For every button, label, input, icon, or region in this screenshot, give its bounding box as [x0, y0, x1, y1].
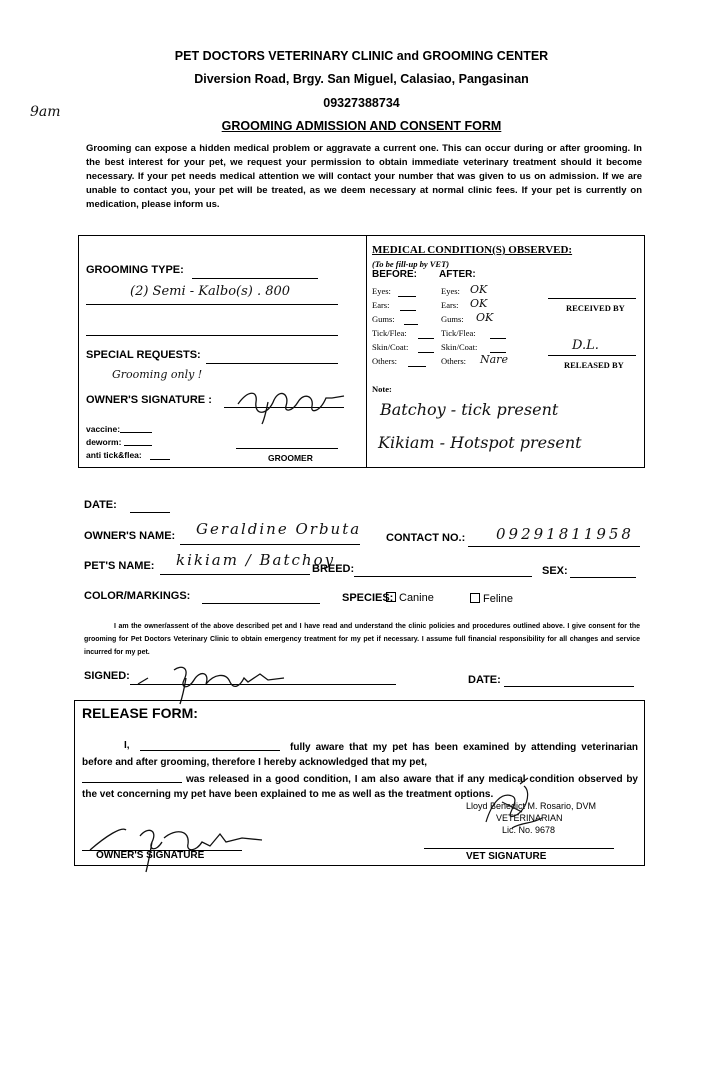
pet-name-line	[160, 574, 310, 575]
grooming-type-line-3	[86, 335, 338, 336]
before-ears: Ears:	[372, 300, 390, 310]
breed-line	[354, 576, 532, 577]
released-by-line	[548, 355, 636, 356]
release-text-3: was released in a good condition, I am also aware that if any medical condition observed by the vet concerning my pet have been explained to me as well as the treatment options.	[82, 774, 638, 800]
vet-sig-line	[424, 848, 614, 849]
box-divider	[366, 235, 367, 467]
grooming-type-label: GROOMING TYPE:	[86, 264, 184, 276]
before-label: BEFORE:	[372, 269, 417, 280]
after-tick: Tick/Flea:	[441, 328, 476, 338]
vet-stamp-name: Lloyd Benedict M. Rosario, DVM	[466, 801, 597, 811]
received-by-label: RECEIVED BY	[566, 303, 625, 313]
before-ears-line	[400, 310, 416, 311]
owner-name-value: Geraldine Orbuta	[196, 520, 362, 538]
released-by-label: RELEASED BY	[564, 360, 624, 370]
owner-sig-label: OWNER'S SIGNATURE	[96, 850, 205, 861]
before-skin: Skin/Coat:	[372, 342, 409, 352]
special-requests-label: SPECIAL REQUESTS:	[86, 349, 201, 361]
special-requests-value: Grooming only !	[112, 368, 203, 381]
note-line-2: Kikiam - Hotspot present	[378, 433, 582, 452]
medical-subtitle: (To be fill-up by VET)	[372, 259, 450, 269]
after-skin: Skin/Coat:	[441, 342, 478, 352]
canine-option[interactable]	[386, 592, 434, 604]
sex-label: SEX:	[542, 565, 568, 577]
vet-stamp-title: VETERINARIAN	[496, 813, 563, 823]
after-label: AFTER:	[439, 269, 476, 280]
after-ears: Ears:	[441, 300, 459, 310]
deworm-label: deworm:	[86, 437, 122, 447]
color-label: COLOR/MARKINGS:	[84, 590, 191, 602]
anti-tick-label: anti tick&flea:	[86, 450, 142, 460]
canine-label: Canine	[399, 592, 434, 604]
after-gums: Gums:	[441, 314, 464, 324]
medical-title: MEDICAL CONDITION(S) OBSERVED:	[372, 244, 573, 256]
margin-note: 9am	[30, 104, 61, 120]
after-ears-mark: OK	[470, 297, 488, 310]
consent-text: I am the owner/assent of the above described pet and I have read and understand the clinic policies and procedures outlined above. I give consent for the grooming for Pet Doctors Veterinary Clinic to obtain emergency treatment for my pet if necessary. I assume full financial responsibility for all changes and service incurred for my pet.	[84, 623, 640, 656]
before-tick: Tick/Flea:	[372, 328, 407, 338]
before-tick-line	[418, 338, 434, 339]
vaccine-label: vaccine:	[86, 424, 121, 434]
signed-label: SIGNED:	[84, 670, 130, 682]
vet-stamp-lic: Lic. No. 9678	[502, 825, 556, 835]
released-by-initials: D.L.	[572, 338, 599, 353]
sex-line	[570, 577, 636, 578]
received-by-line	[548, 298, 636, 299]
vet-signature-scribble	[462, 772, 582, 842]
clinic-address: Diversion Road, Brgy. San Miguel, Calasiao, Pangasinan	[194, 72, 529, 86]
after-gums-mark: OK	[476, 311, 494, 324]
feline-label: Feline	[483, 593, 513, 605]
owner-name-line	[180, 544, 360, 545]
pet-name-value: kikiam / Batchoy	[176, 551, 336, 569]
anti-tick-line	[150, 459, 170, 460]
feline-checkbox[interactable]	[470, 593, 480, 603]
after-tick-line	[490, 338, 506, 339]
after-others-mark: Nare	[480, 353, 508, 366]
groomer-label: GROOMER	[268, 453, 313, 463]
owner-release-signature-scribble	[86, 816, 286, 876]
intro-paragraph: Grooming can expose a hidden medical problem or aggravate a current one. This can occur during or after grooming. In the best interest for your pet, we request your permission to obtain immediate veterinary treatment should it become necessary. If your pet needs medical attention we will contact your number that was given to us on admission. If we are unable to contact you, your pet will be treated, as we deem necessary at normal clinic fees. If your pet is currently on medication, please inform us.	[86, 143, 642, 210]
form-title: GROOMING ADMISSION AND CONSENT FORM	[221, 119, 502, 133]
note-label: Note:	[372, 384, 392, 394]
deworm-line	[124, 445, 152, 446]
vaccine-line	[120, 432, 152, 433]
note-line-1: Batchoy - tick present	[380, 400, 559, 419]
after-others: Others:	[441, 356, 467, 366]
release-title: RELEASE FORM:	[82, 705, 198, 721]
feline-option[interactable]	[470, 593, 513, 605]
date2-line	[504, 686, 634, 687]
contact-value: 09291811958	[496, 525, 634, 543]
date-label: DATE:	[84, 499, 117, 511]
groomer-line	[236, 448, 338, 449]
before-eyes-line	[398, 296, 416, 297]
owner-signature-scribble	[228, 382, 358, 426]
breed-label: BREED:	[312, 563, 355, 575]
after-eyes: Eyes:	[441, 286, 460, 296]
before-gums: Gums:	[372, 314, 395, 324]
date-line	[130, 512, 170, 513]
color-line	[202, 603, 320, 604]
before-others-line	[408, 366, 426, 367]
owner-name-label: OWNER'S NAME:	[84, 530, 176, 542]
contact-label: CONTACT NO.:	[386, 532, 466, 544]
vet-sig-label: VET SIGNATURE	[466, 851, 547, 862]
grooming-type-line-2	[86, 304, 338, 305]
contact-line	[468, 546, 640, 547]
release-text-1: I,	[124, 740, 130, 751]
clinic-name: PET DOCTORS VETERINARY CLINIC and GROOMING CENTER	[174, 49, 549, 63]
grooming-type-line	[192, 278, 318, 279]
before-skin-line	[418, 352, 434, 353]
grooming-type-value: (2) Semi - Kalbo(s) . 800	[130, 284, 291, 299]
before-others: Others:	[372, 356, 398, 366]
owner-signature-label: OWNER'S SIGNATURE :	[86, 394, 212, 406]
before-eyes: Eyes:	[372, 286, 391, 296]
pet-name-label: PET'S NAME:	[84, 560, 155, 572]
release-text-2: fully aware that my pet has been examined by attending veterinarian before and after grooming, therefore I hereby acknowledged that my pet,	[82, 742, 638, 768]
canine-checkbox[interactable]	[386, 592, 396, 602]
special-requests-line	[206, 363, 338, 364]
clinic-phone: 09327388734	[323, 96, 400, 110]
before-gums-line	[404, 324, 418, 325]
species-label: SPECIES:	[342, 592, 394, 604]
date2-label: DATE:	[468, 674, 501, 686]
after-eyes-mark: OK	[470, 283, 488, 296]
